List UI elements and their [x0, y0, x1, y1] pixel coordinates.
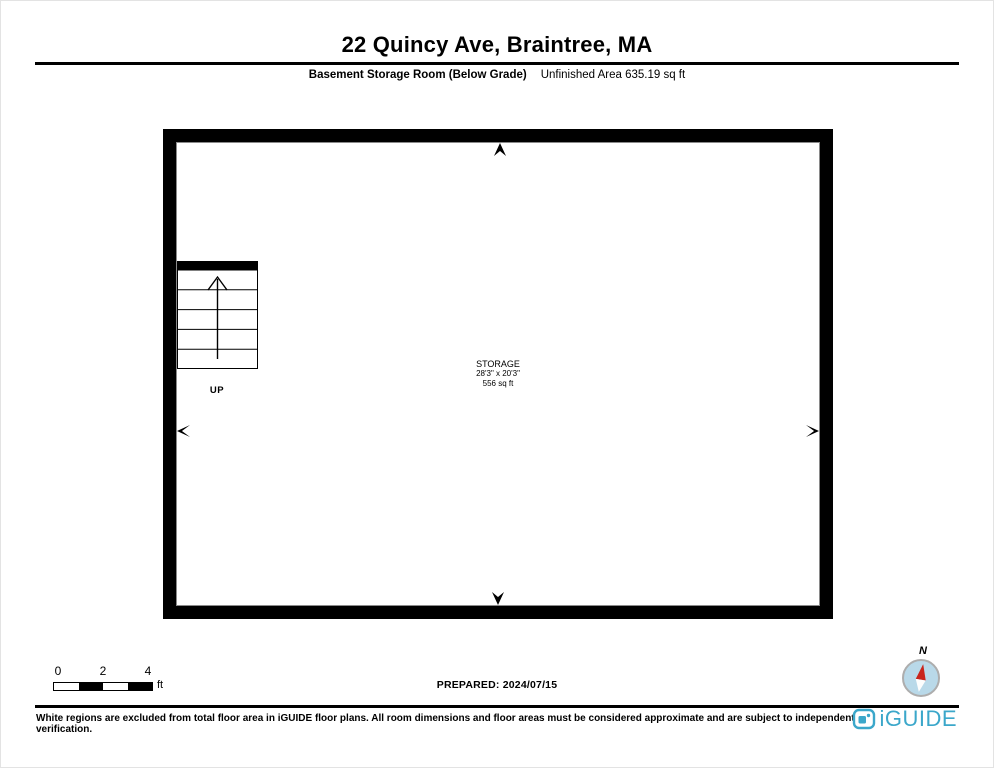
- footer-disclaimer: White regions are excluded from total floor area in iGUIDE floor plans. All room dimensions and floor areas must be considered approximate and are subject to independent verification.: [36, 713, 855, 735]
- room-label: [333, 359, 663, 389]
- room-dimensions: 28'3" x 20'3": [476, 369, 520, 378]
- floor-name: Basement Storage Room (Below Grade): [308, 69, 527, 81]
- iguide-logo-icon: [852, 707, 876, 731]
- scale-tick-4: 4: [144, 664, 152, 678]
- compass-needle: [913, 663, 929, 693]
- staircase-drawing: [177, 261, 258, 369]
- stairs-up-label: UP: [209, 385, 225, 396]
- room-name: STORAGE: [476, 359, 520, 369]
- unfinished-area: Unfinished Area 635.19 sq ft: [540, 69, 686, 81]
- staircase: [177, 261, 258, 369]
- room-area: 556 sq ft: [482, 379, 514, 388]
- footer-divider: [35, 705, 959, 708]
- iguide-logo: [852, 706, 957, 732]
- title-divider: [35, 62, 959, 65]
- compass-north-label: N: [919, 645, 927, 657]
- iguide-logo-text: iGUIDE: [879, 706, 957, 731]
- page-title: 22 Quincy Ave, Braintree, MA: [341, 32, 653, 57]
- scale-unit-label: ft: [157, 679, 164, 691]
- plan-subtitle: [1, 69, 993, 81]
- scale-tick-2: 2: [99, 664, 107, 678]
- compass-icon: [902, 659, 940, 697]
- scale-tick-0: 0: [54, 664, 62, 678]
- prepared-date: PREPARED: 2024/07/15: [436, 679, 558, 691]
